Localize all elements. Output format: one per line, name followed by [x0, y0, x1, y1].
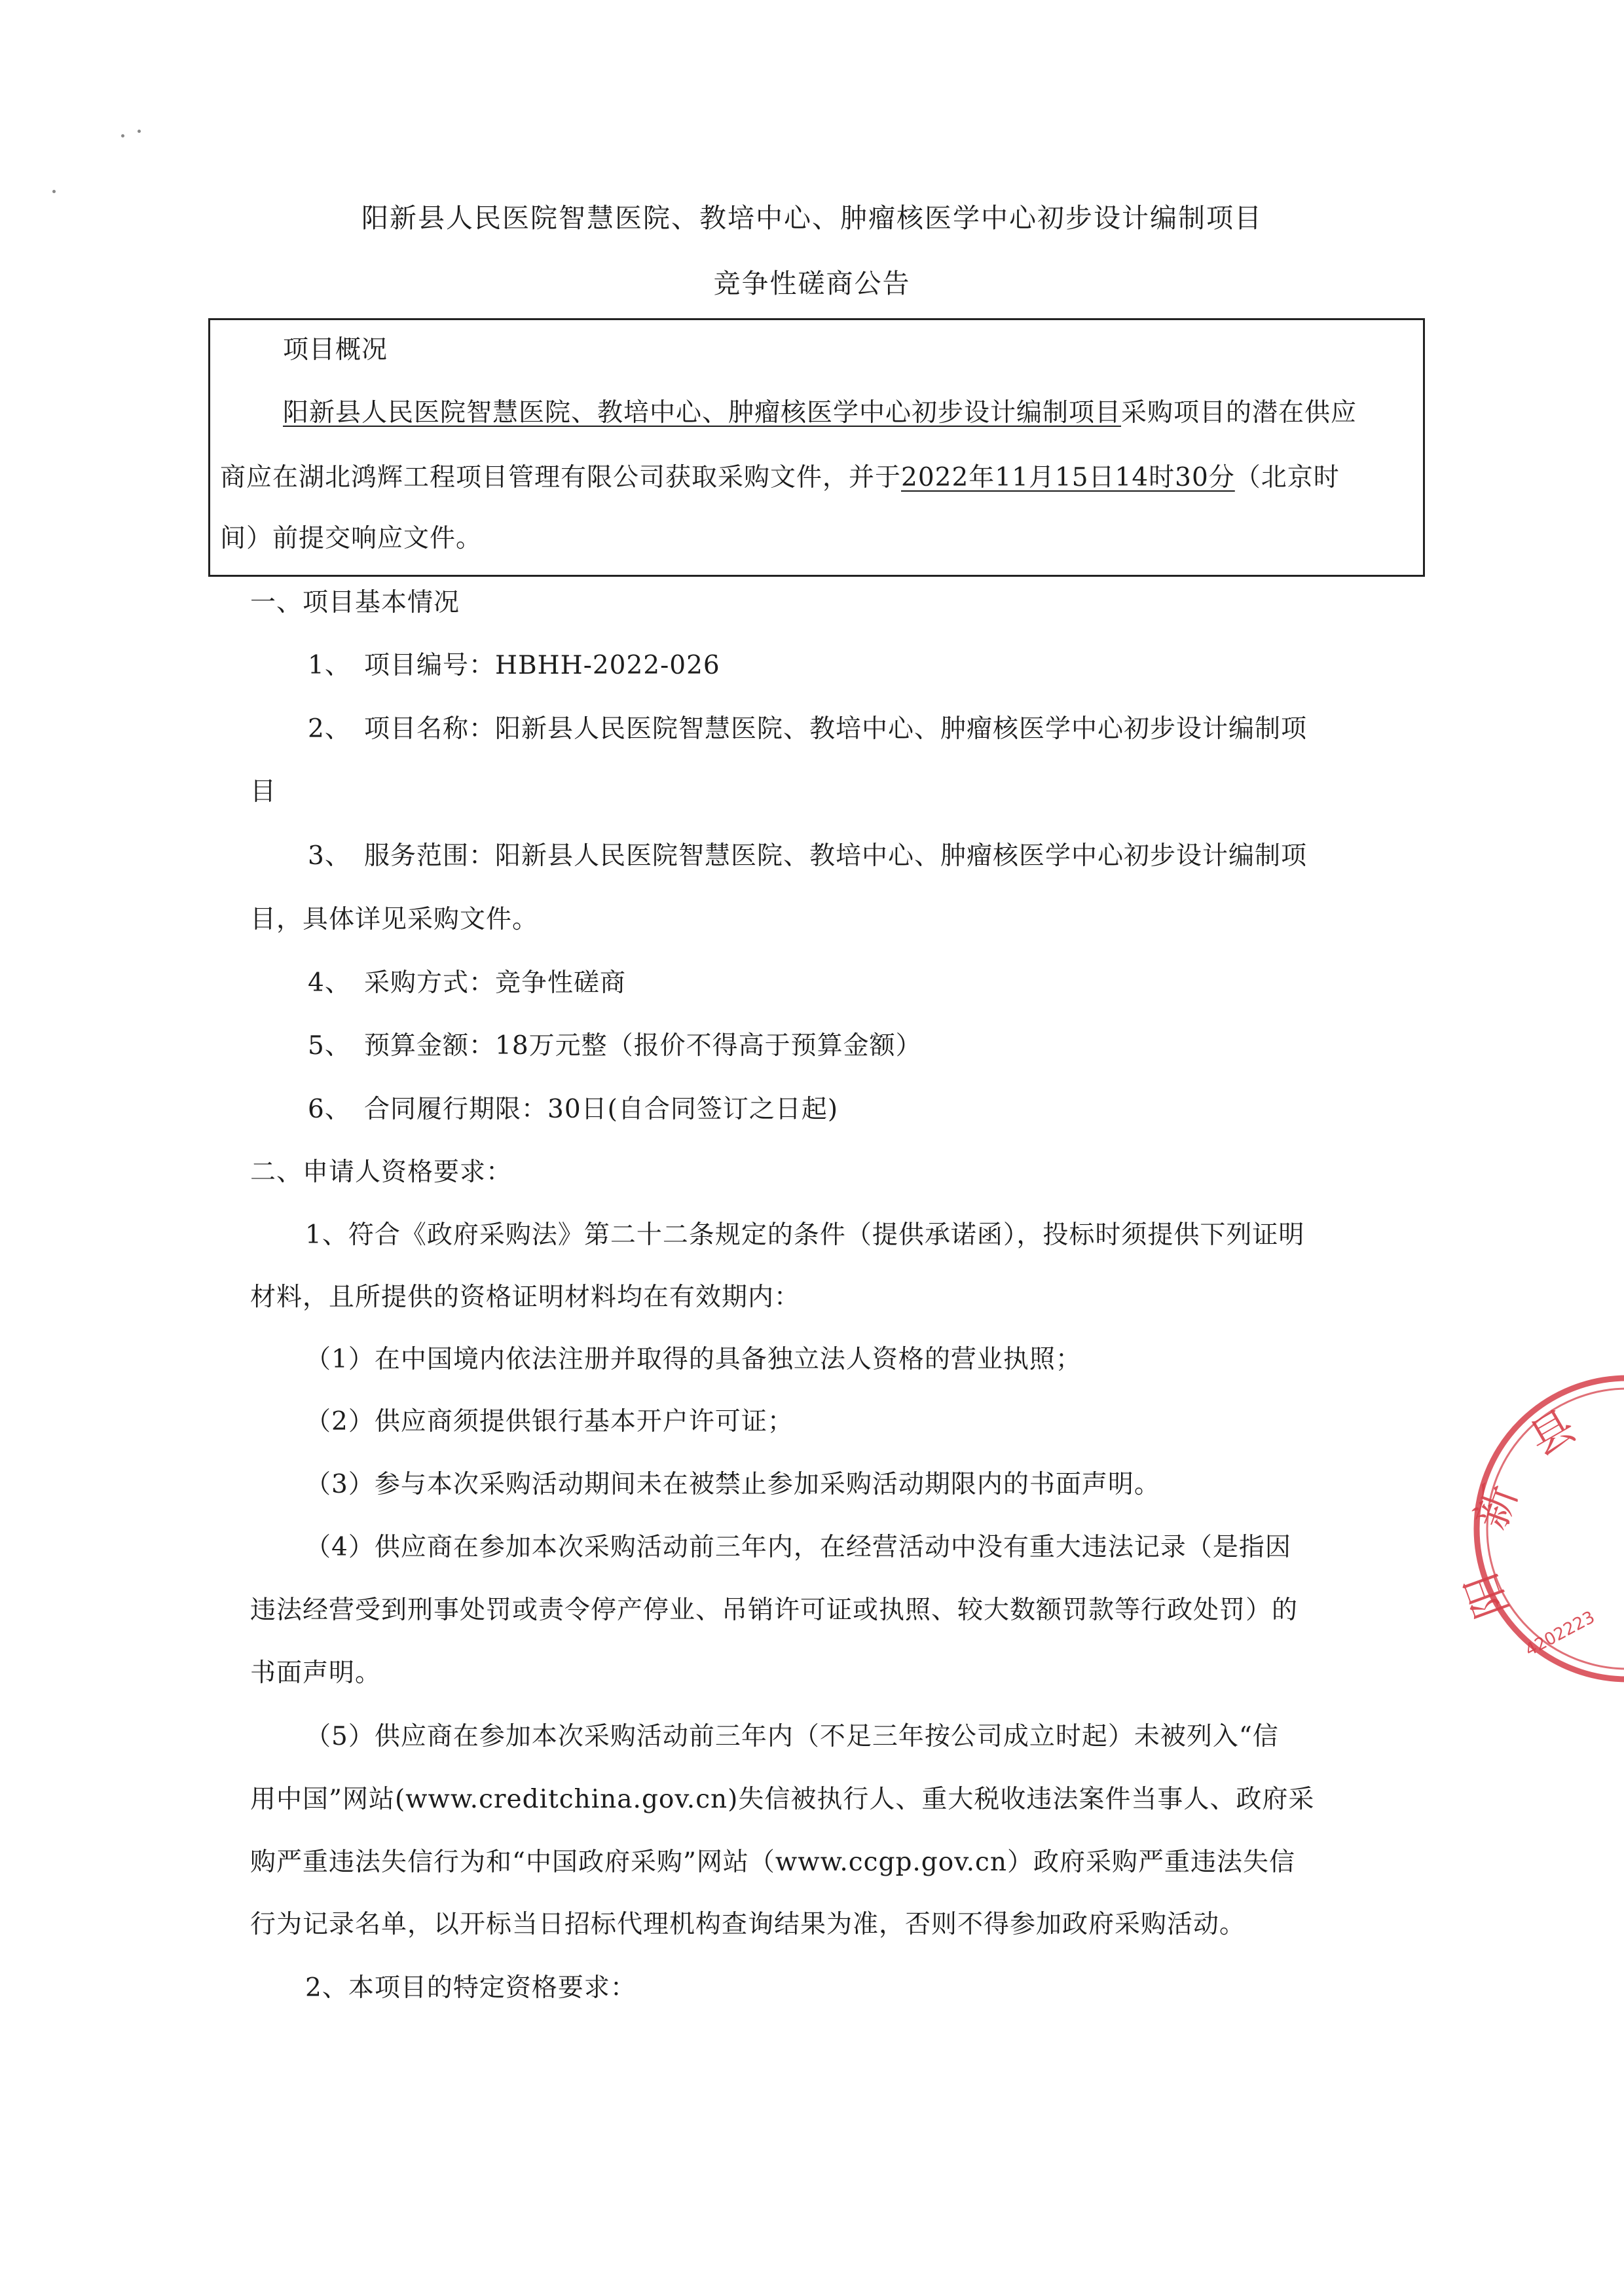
requirement-1-line-2: 材料，且所提供的资格证明材料均在有效期内：: [250, 1283, 801, 1312]
sub-requirement-5-line-3: 购严重违法失信行为和“中国政府采购”网站（www.ccgp.gov.cn）政府采购严重违法失信: [250, 1848, 1296, 1877]
item-number: 2、: [308, 714, 351, 744]
sub-requirement-3: （3）参与本次采购活动期间未在被禁止参加采购活动期限内的书面声明。: [305, 1470, 1160, 1499]
item-number: 3、: [308, 841, 351, 871]
seal-char: 新: [1465, 1478, 1528, 1536]
requirement-1-line-1: 1、符合《政府采购法》第二十二条规定的条件（提供承诺函），投标时须提供下列证明: [305, 1220, 1305, 1250]
seal-char: 阳: [1456, 1566, 1519, 1624]
sub-requirement-4-line-2: 违法经营受到刑事处罚或责令停产停业、吊销许可证或执照、较大数额罚款等行政处罚）的: [250, 1595, 1299, 1625]
overview-line-3: 间）前提交响应文件。: [220, 524, 483, 553]
sub-requirement-2: （2）供应商须提供银行基本开户许可证；: [305, 1407, 794, 1436]
item-text-continued: 目: [250, 777, 277, 807]
sub-requirement-5-line-4: 行为记录名单，以开标当日招标代理机构查询结果为准，否则不得参加政府采购活动。: [250, 1910, 1246, 1939]
scan-speck: [138, 130, 141, 133]
seal-graphic: [1456, 1368, 1624, 1689]
project-name-underlined: 阳新县人民医院智慧医院、教培中心、肿瘤核医学中心初步设计编制项目: [283, 398, 1122, 428]
item-number: 1、: [308, 651, 351, 680]
item-text: 项目名称：阳新县人民医院智慧医院、教培中心、肿瘤核医学中心初步设计编制项: [364, 714, 1308, 744]
overview-line-1: [283, 397, 1357, 429]
sub-requirement-4-line-1: （4）供应商在参加本次采购活动前三年内，在经营活动中没有重大违法记录（是指因: [305, 1533, 1291, 1562]
sub-requirement-5-line-2: 用中国”网站(www.creditchina.gov.cn)失信被执行人、重大税收违法案件当事人、政府采: [250, 1785, 1315, 1814]
overview-heading: 项目概况: [283, 335, 388, 365]
overview-text: 商应在湖北鸿辉工程项目管理有限公司获取采购文件，并于: [220, 463, 902, 492]
deadline-date: 2022年11月15日14时30分: [901, 463, 1235, 492]
item-text-continued: 目，具体详见采购文件。: [250, 905, 539, 934]
item-text: 合同履行期限：30日(自合同签订之日起): [364, 1095, 839, 1124]
item-number: 5、: [308, 1031, 351, 1061]
official-seal: [1456, 1368, 1624, 1689]
sub-requirement-1: （1）在中国境内依法注册并取得的具备独立法人资格的营业执照；: [305, 1345, 1082, 1374]
overview-text: （北京时: [1234, 463, 1340, 492]
seal-code: 4202223: [1522, 1607, 1598, 1661]
document-title: 阳新县人民医院智慧医院、教培中心、肿瘤核医学中心初步设计编制项目: [361, 202, 1263, 234]
scan-speck: [121, 134, 124, 137]
item-text: 服务范围：阳新县人民医院智慧医院、教培中心、肿瘤核医学中心初步设计编制项: [364, 841, 1308, 871]
overview-line-2: [220, 462, 1340, 494]
section-heading: 一、项目基本情况: [250, 588, 460, 617]
sub-requirement-5-line-1: （5）供应商在参加本次采购活动前三年内（不足三年按公司成立时起）未被列入“信: [305, 1722, 1279, 1751]
requirement-2: 2、本项目的特定资格要求：: [305, 1973, 637, 2003]
document-subtitle: 竞争性磋商公告: [713, 268, 911, 299]
item-text: 项目编号：HBHH-2022-026: [364, 651, 720, 680]
item-number: 6、: [308, 1095, 351, 1124]
section-heading: 二、申请人资格要求：: [250, 1157, 513, 1187]
item-text: 采购方式：竞争性磋商: [364, 968, 627, 998]
scan-speck: [52, 190, 56, 193]
overview-text: 采购项目的潜在供应: [1121, 398, 1357, 428]
seal-char: 县: [1521, 1400, 1584, 1466]
item-number: 4、: [308, 968, 351, 998]
item-text: 预算金额：18万元整（报价不得高于预算金额）: [364, 1031, 922, 1061]
sub-requirement-4-line-3: 书面声明。: [250, 1658, 382, 1688]
